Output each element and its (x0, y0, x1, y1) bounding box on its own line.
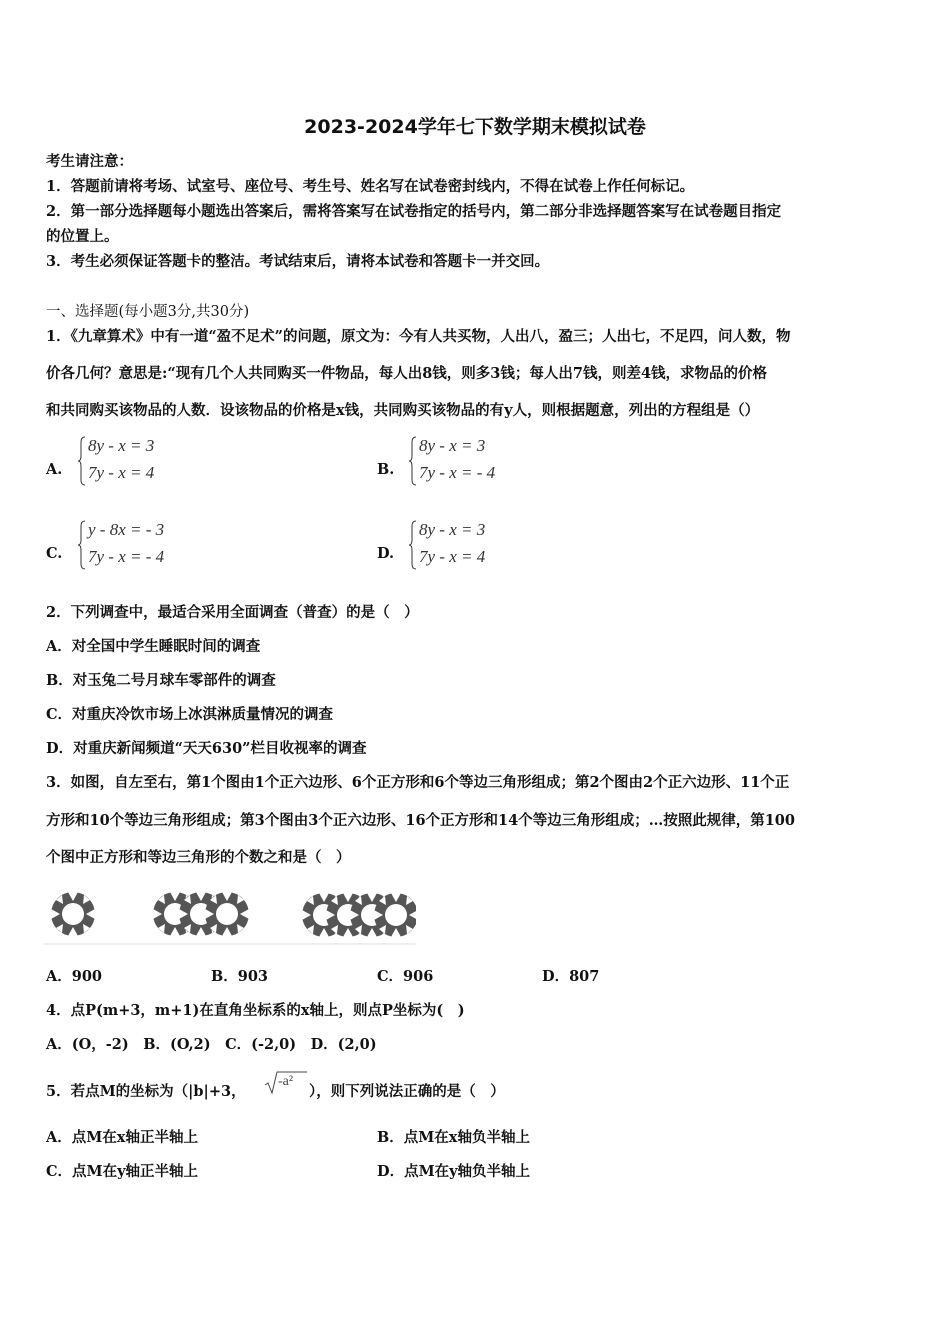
q1-stem-line: 价各几何？意思是:“现有几个人共同购买一件物品，每人出8钱，则多3钱；每人出7钱，则差4钱，求物品的价格 (46, 365, 768, 382)
q3-option: D．807 (542, 968, 600, 985)
q3-stem-line: 方形和10个等边三角形组成；第3个图由3个正六边形、16个正方形和14个等边三角形组成；…按照此规律，第100 (46, 812, 795, 829)
q3-option: B．903 (211, 968, 269, 985)
equation: 7y - x = 4 (88, 463, 155, 482)
notice-item: 的位置上。 (46, 228, 119, 245)
hexagon-pattern-figure (44, 884, 416, 946)
equation: 7y - x = - 4 (88, 547, 165, 566)
equation: 8y - x = 3 (419, 520, 486, 539)
notice-item: 2．第一部分选择题每小题选出答案后，需将答案写在试卷指定的括号内，第二部分非选择题答案写在试卷题目指定 (46, 203, 782, 220)
brace-icon (409, 436, 417, 486)
q1-stem-line: 1．《九章算术》中有一道“盈不足术”的问题，原文为：今有人共买物，人出八，盈三；人出七，不足四，问人数，物 (46, 328, 791, 345)
equation: 8y - x = 3 (88, 436, 155, 455)
q3-option: C．906 (377, 968, 434, 985)
q1-option-label: A. (46, 461, 63, 478)
q1-option-label: C. (46, 545, 63, 562)
q5-option: B．点M在x轴负半轴上 (377, 1129, 530, 1146)
q1-stem-line: 和共同购买该物品的人数．设该物品的价格是x钱，共同购买该物品的有y人，则根据题意，列出的方程组是（） (46, 402, 760, 419)
q2-option: C．对重庆冷饮市场上冰淇淋质量情况的调查 (46, 706, 334, 723)
equation: 7y - x = - 4 (419, 463, 496, 482)
q2-stem: 2．下列调查中，最适合采用全面调查（普查）的是（ ） (46, 604, 419, 621)
q4-options: A．(O，-2) B．(O,2) C．(-2,0) D．(2,0) (46, 1036, 377, 1053)
q3-stem-line: 3．如图，自左至右，第1个图由1个正六边形、6个正方形和6个等边三角形组成；第2个图由2个正六边形、11个正 (46, 774, 790, 791)
q5-option: C．点M在y轴正半轴上 (46, 1163, 199, 1180)
q3-option: A．900 (46, 968, 103, 985)
q5-stem-end: ），则下列说法正确的是（ ） (309, 1083, 505, 1100)
section-heading: 一、选择题(每小题3分,共30分) (46, 304, 250, 320)
notice-header: 考生请注意： (46, 153, 133, 170)
figure-1 (51, 892, 95, 936)
q2-option: D．对重庆新闻频道“天天630”栏目收视率的调查 (46, 740, 367, 757)
equation: 7y - x = 4 (419, 547, 486, 566)
equation: y - 8x = - 3 (88, 520, 165, 539)
q1-option-label: D. (377, 545, 395, 562)
sqrt-expression (264, 1070, 308, 1100)
brace-icon (78, 520, 86, 570)
q5-option: A．点M在x轴正半轴上 (46, 1129, 198, 1146)
q5-stem-start: 5．若点M的坐标为（|b|+3， (46, 1083, 246, 1100)
brace-icon (409, 520, 417, 570)
q1-option-label: B. (377, 461, 395, 478)
notice-item: 1．答题前请将考场、试室号、座位号、考生号、姓名写在试卷密封线内，不得在试卷上作任何标记。 (46, 178, 695, 195)
equation: 8y - x = 3 (419, 436, 486, 455)
q4-stem: 4．点P(m+3，m+1)在直角坐标系的x轴上，则点P坐标为( ) (46, 1002, 465, 1019)
brace-icon (78, 436, 86, 486)
figure-3 (302, 893, 416, 937)
sqrt-radicand: -a² (278, 1074, 294, 1089)
notice-item: 3．考生必须保证答题卡的整洁。考试结束后，请将本试卷和答题卡一并交回。 (46, 253, 550, 270)
q2-option: B．对玉兔二号月球车零部件的调查 (46, 672, 276, 689)
page-title: 2023-2024学年七下数学期末模拟试卷 (304, 116, 646, 138)
q2-option: A．对全国中学生睡眠时间的调查 (46, 638, 261, 655)
q3-stem-line: 个图中正方形和等边三角形的个数之和是（ ） (46, 849, 351, 866)
figure-2 (153, 892, 249, 936)
q5-option: D．点M在y轴负半轴上 (377, 1163, 531, 1180)
